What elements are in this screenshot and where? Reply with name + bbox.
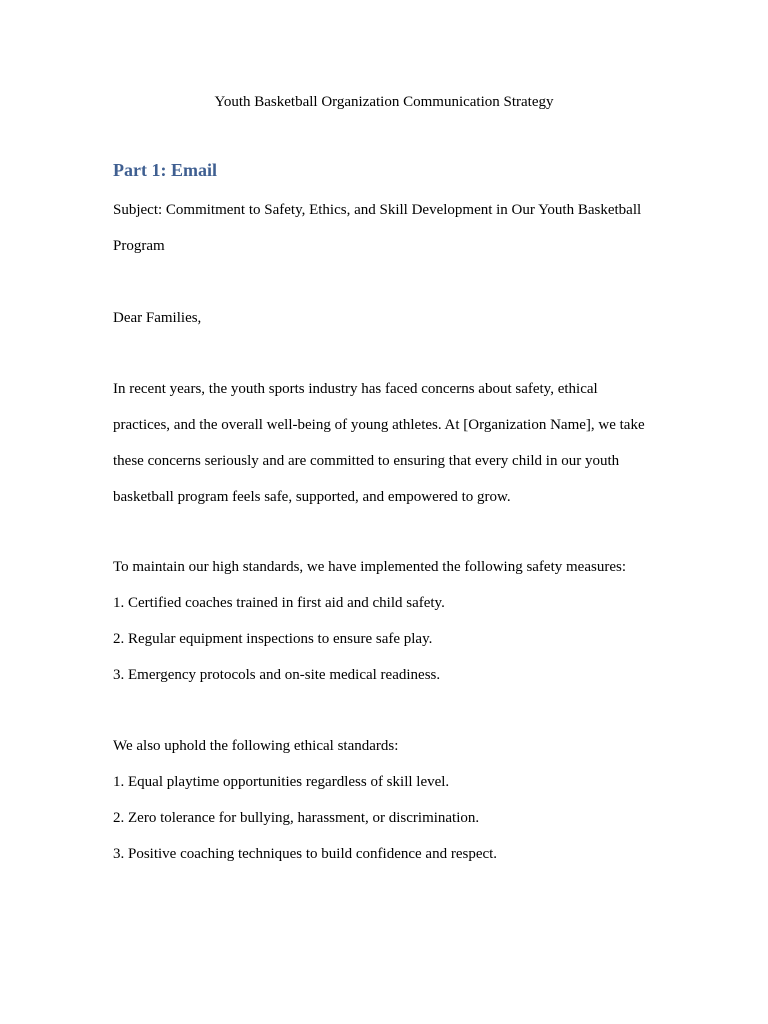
email-subject [113, 192, 658, 264]
email-greeting: Dear Families, [113, 310, 202, 326]
ethics-list-item: 2. Zero tolerance for bullying, harassment, or discrimination. [113, 810, 480, 826]
email-intro-line: basketball program feels safe, supported, and empowered to grow. [113, 489, 511, 505]
ethics-list-item: 3. Positive coaching techniques to build confidence and respect. [113, 846, 498, 862]
safety-list-item: 2. Regular equipment inspections to ensure safe play. [113, 631, 433, 647]
safety-list-item: 3. Emergency protocols and on-site medical readiness. [113, 667, 441, 683]
ethics-list-item: 1. Equal playtime opportunities regardless of skill level. [113, 774, 450, 790]
safety-section [113, 549, 658, 693]
ethics-intro: We also uphold the following ethical standards: [113, 738, 399, 754]
document-title: Youth Basketball Organization Communication Strategy [214, 94, 554, 110]
email-intro-line: In recent years, the youth sports industry has faced concerns about safety, ethical [113, 381, 598, 397]
safety-intro: To maintain our high standards, we have implemented the following safety measures: [113, 559, 626, 575]
safety-list [113, 585, 658, 693]
email-intro-line: practices, and the overall well-being of young athletes. At [Organization Name], we take [113, 417, 645, 433]
email-subject-line: Subject: Commitment to Safety, Ethics, and Skill Development in Our Youth Basketball [113, 202, 642, 218]
email-subject-line: Program [113, 238, 165, 254]
ethics-list [113, 764, 658, 872]
email-intro-paragraph [113, 371, 658, 515]
email-intro-line: these concerns seriously and are committed to ensuring that every child in our youth [113, 453, 620, 469]
safety-list-item: 1. Certified coaches trained in first aid and child safety. [113, 595, 445, 611]
ethics-section [113, 728, 658, 872]
section-heading: Part 1: Email [113, 160, 217, 180]
